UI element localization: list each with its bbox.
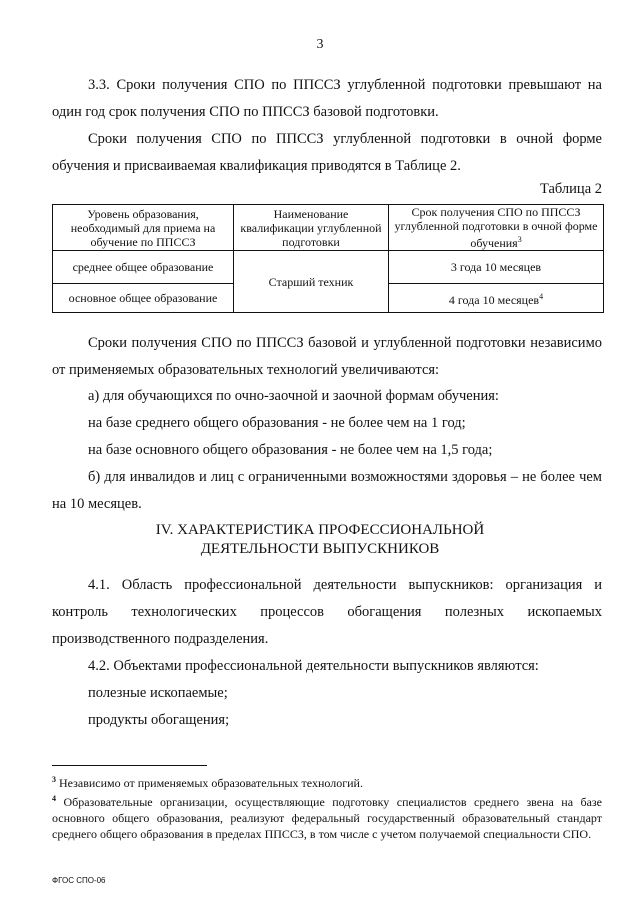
footnote-4 xyxy=(52,791,602,842)
footnotes xyxy=(52,772,602,842)
page-number: 3 xyxy=(316,37,324,52)
list-item-b: б) для инвалидов и лиц с ограниченными возможностями здоровья – не более чем на 10 месяцев. xyxy=(52,469,602,512)
study-terms-table xyxy=(52,204,604,313)
term-cell: 3 года 10 месяцев xyxy=(389,251,604,284)
footnote-ref-3: 3 xyxy=(517,235,522,244)
footnote-mark: 3 xyxy=(52,775,56,784)
object-item: полезные ископаемые; xyxy=(88,685,228,701)
education-level-cell: основное общее образование xyxy=(53,284,234,313)
footnote-ref-4: 4 xyxy=(539,291,544,301)
footnote-separator xyxy=(52,765,207,766)
table-caption: Таблица 2 xyxy=(539,181,602,197)
education-level-cell: среднее общее образование xyxy=(53,251,234,284)
footnote-mark: 4 xyxy=(52,794,56,803)
header-education-level: Уровень образования, необходимый для приема на обучение по ППССЗ xyxy=(53,205,234,251)
table-header-row xyxy=(53,205,604,251)
footnote-text: Образовательные организации, осуществляющие подготовку специалистов среднего звена на базе основного общего образования, реализуют федеральный государственный образовательный стандарт среднего общего образования в пределах ППССЗ, в том числе с учетом получаемой специальности СПО. xyxy=(52,795,603,841)
footnote-text: Независимо от применяемых образовательных технологий. xyxy=(59,776,363,790)
header-qualification: Наименование квалификации углубленной подготовки xyxy=(234,205,389,251)
term-cell: 4 года 10 месяцев xyxy=(448,292,540,307)
qualification-cell: Старший техник xyxy=(234,251,389,313)
list-item-a: а) для обучающихся по очно-заочной и заочной формам обучения: xyxy=(88,388,499,404)
paragraph-table-intro: Сроки получения СПО по ППССЗ углубленной подготовки в очной форме обучения и присваиваемая квалификация приводятся в Таблице 2. xyxy=(52,131,602,174)
paragraph-4-1: 4.1. Область профессиональной деятельности выпускников: организация и контроль технологических процессов обогащения полезных ископаемых производственного подразделения. xyxy=(52,577,602,647)
document-code: ФГОС СПО-06 xyxy=(52,876,106,885)
object-item: продукты обогащения; xyxy=(88,712,230,728)
table-row xyxy=(53,251,604,284)
header-term: Срок получения СПО по ППССЗ углубленной подготовки в очной форме обучения xyxy=(394,205,598,250)
list-item-secondary: на базе среднего общего образования - не более чем на 1 год; xyxy=(88,415,466,431)
section-heading-line-2: ДЕЯТЕЛЬНОСТИ ВЫПУСКНИКОВ xyxy=(200,541,440,557)
paragraph-3-3: 3.3. Сроки получения СПО по ППССЗ углубленной подготовки превышают на один год срок получения СПО по ППССЗ базовой подготовки. xyxy=(52,77,602,120)
paragraph-terms-intro: Сроки получения СПО по ППССЗ базовой и углубленной подготовки независимо от применяемых образовательных технологий увеличиваются: xyxy=(52,335,602,378)
term-cell-with-note xyxy=(389,284,604,313)
paragraph-4-2: 4.2. Объектами профессиональной деятельности выпускников являются: xyxy=(88,658,539,674)
header-term-cell xyxy=(389,205,604,251)
section-heading xyxy=(0,521,640,559)
footnote-3 xyxy=(52,772,602,791)
section-heading-line-1: IV. ХАРАКТЕРИСТИКА ПРОФЕССИОНАЛЬНОЙ xyxy=(155,522,485,538)
list-item-basic: на базе основного общего образования - не более чем на 1,5 года; xyxy=(88,442,493,458)
